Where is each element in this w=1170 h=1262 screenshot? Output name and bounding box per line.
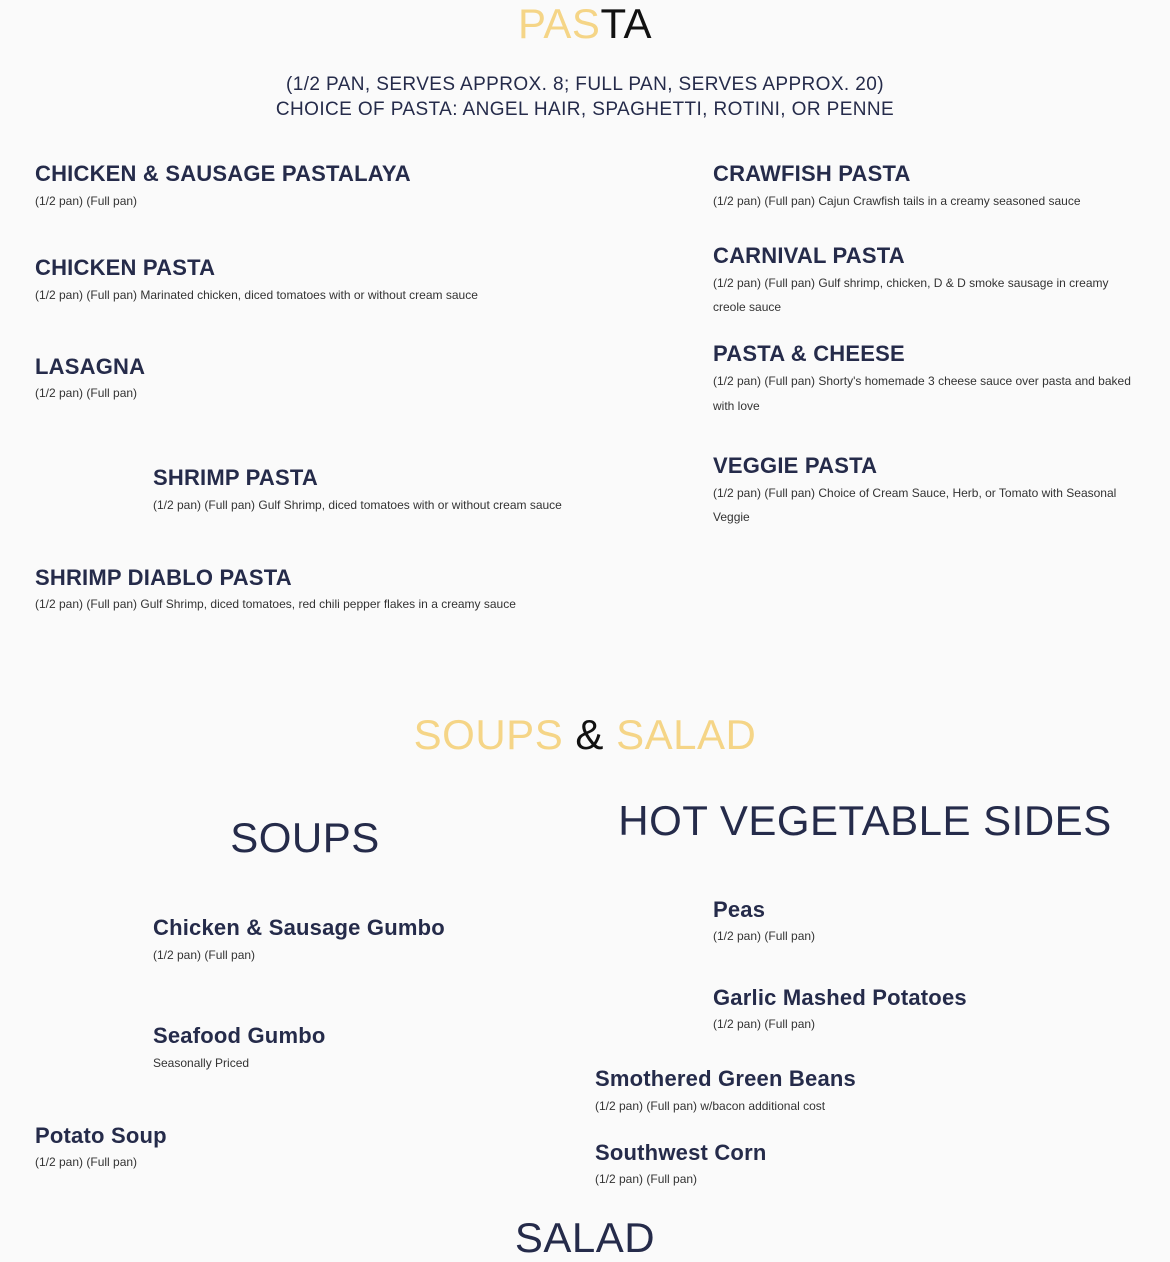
menu-item-desc: (1/2 pan) (Full pan)	[595, 1172, 698, 1186]
pasta-serving-note: (1/2 PAN, SERVES APPROX. 8; FULL PAN, SERVES APPROX. 20)	[286, 74, 884, 95]
menu-item-desc: (1/2 pan) (Full pan) Cajun Crawfish tails in a creamy seasoned sauce	[713, 194, 1081, 208]
menu-item-desc: Seasonally Priced	[153, 1056, 250, 1070]
menu-item-crawfish-pasta	[713, 161, 1081, 213]
pasta-title-part2: TA	[600, 0, 652, 47]
menu-item-name: Garlic Mashed Potatoes	[713, 985, 967, 1010]
menu-item-pasta-cheese	[713, 341, 1138, 419]
menu-item-desc: (1/2 pan) (Full pan) Shorty's homemade 3 cheese sauce over pasta and baked with love	[713, 374, 1131, 413]
menu-item-name: SHRIMP DIABLO PASTA	[35, 565, 292, 590]
menu-item-name: CRAWFISH PASTA	[713, 161, 911, 186]
pasta-title-part1: PAS	[518, 0, 601, 47]
menu-item-desc: (1/2 pan) (Full pan) Choice of Cream Sauce, Herb, or Tomato with Seasonal Veggie	[713, 486, 1117, 524]
menu-item-smothered-green-beans	[595, 1066, 856, 1118]
menu-item-desc: (1/2 pan) (Full pan) w/bacon additional cost	[595, 1099, 826, 1113]
menu-item-desc: (1/2 pan) (Full pan) Gulf Shrimp, diced tomatoes, red chili pepper flakes in a creamy sauce	[35, 597, 516, 611]
soups-salad-section-title	[0, 711, 1170, 759]
menu-item-desc: (1/2 pan) (Full pan) Gulf shrimp, chicken, D & D smoke sausage in creamy creole sauce	[713, 276, 1109, 314]
menu-item-name: Smothered Green Beans	[595, 1066, 856, 1091]
soups-salad-title-amp: &	[575, 711, 604, 758]
menu-item-desc: (1/2 pan) (Full pan)	[153, 948, 256, 962]
soups-heading: SOUPS	[230, 814, 380, 861]
menu-item-desc: (1/2 pan) (Full pan) Gulf Shrimp, diced tomatoes with or without cream sauce	[153, 498, 562, 512]
menu-item-name: Southwest Corn	[595, 1140, 767, 1165]
menu-item-name: LASAGNA	[35, 354, 146, 379]
menu-item-peas	[713, 897, 815, 948]
salad-heading: SALAD	[514, 1214, 656, 1261]
menu-item-veggie-pasta	[713, 453, 1133, 529]
menu-item-desc: (1/2 pan) (Full pan)	[35, 194, 138, 208]
menu-item-desc: (1/2 pan) (Full pan) Marinated chicken, diced tomatoes with or without cream sauce	[35, 288, 478, 302]
menu-item-chicken-sausage-gumbo	[153, 915, 445, 967]
menu-item-name: Seafood Gumbo	[153, 1023, 326, 1048]
menu-item-desc: (1/2 pan) (Full pan)	[713, 1017, 816, 1031]
menu-item-name: CHICKEN & SAUSAGE PASTALAYA	[35, 161, 411, 186]
menu-item-potato-soup	[35, 1123, 167, 1174]
menu-item-name: SHRIMP PASTA	[153, 465, 318, 490]
menu-item-southwest-corn	[595, 1140, 766, 1191]
pasta-section-title	[0, 0, 1170, 48]
menu-item-desc: (1/2 pan) (Full pan)	[35, 1155, 138, 1169]
menu-item-desc: (1/2 pan) (Full pan)	[35, 386, 138, 400]
soups-salad-title-part1: SOUPS	[413, 711, 564, 758]
menu-item-name: VEGGIE PASTA	[713, 453, 878, 478]
menu-item-desc: (1/2 pan) (Full pan)	[713, 929, 816, 943]
menu-item-name: Chicken & Sausage Gumbo	[153, 915, 445, 940]
menu-item-lasagna	[35, 354, 145, 405]
menu-item-name: Peas	[713, 897, 766, 922]
menu-item-name: CARNIVAL PASTA	[713, 243, 905, 268]
soups-salad-title-part2: SALAD	[616, 711, 757, 758]
menu-item-carnival-pasta	[713, 243, 1133, 319]
menu-item-name: PASTA & CHEESE	[713, 341, 905, 366]
menu-item-shrimp-diablo-pasta	[35, 565, 516, 616]
sides-heading: HOT VEGETABLE SIDES	[618, 797, 1112, 844]
menu-item-chicken-pasta	[35, 255, 478, 307]
menu-item-garlic-mashed-potatoes	[713, 985, 967, 1036]
menu-item-chicken-sausage-pastalaya	[35, 161, 411, 213]
menu-item-seafood-gumbo	[153, 1023, 326, 1075]
menu-item-shrimp-pasta	[153, 465, 562, 517]
menu-item-name: CHICKEN PASTA	[35, 255, 216, 280]
menu-item-name: Potato Soup	[35, 1123, 167, 1148]
pasta-choice-note: CHOICE OF PASTA: ANGEL HAIR, SPAGHETTI, ROTINI, OR PENNE	[275, 99, 895, 120]
